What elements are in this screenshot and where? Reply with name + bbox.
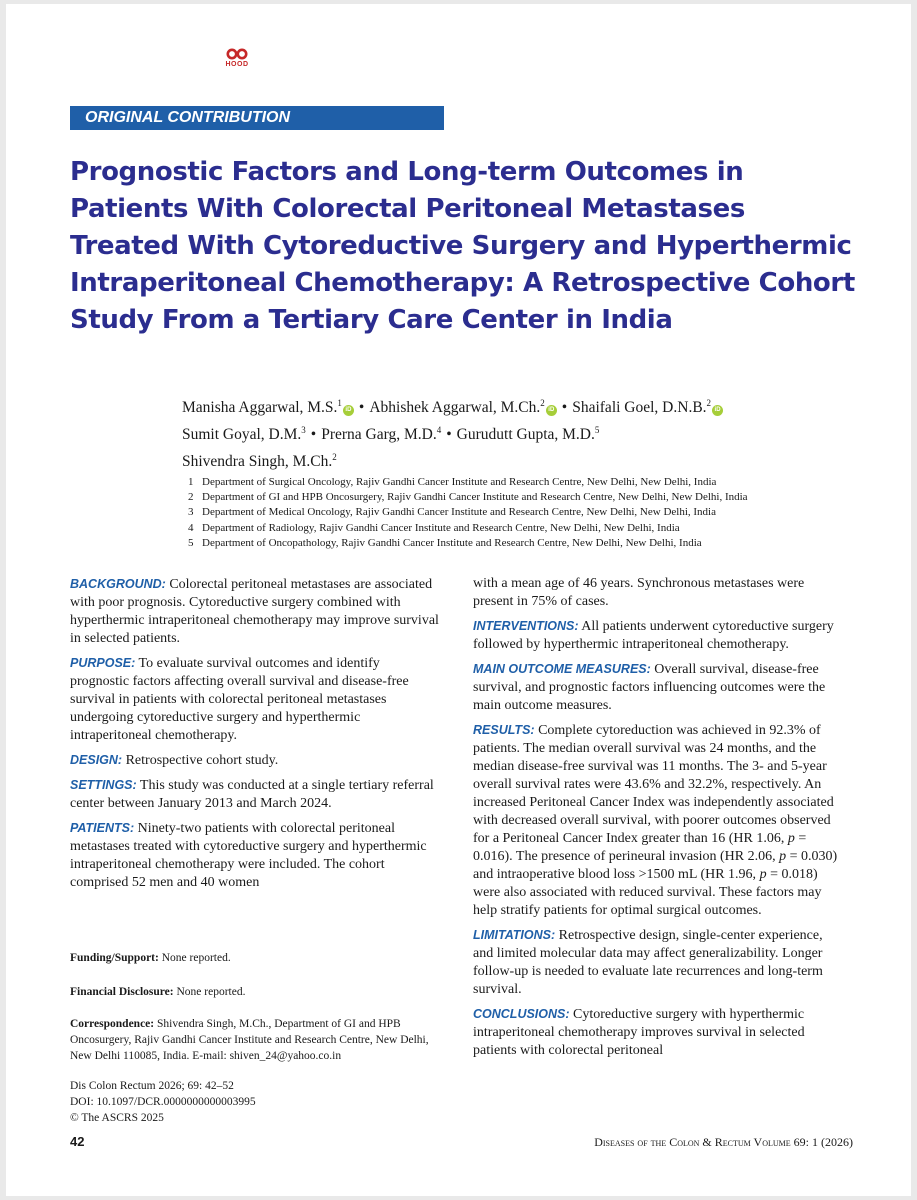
abstract-purpose: PURPOSE: To evaluate survival outcomes and identify prognostic factors affecting overall survival and disease-free survival in patients with colorectal peritoneal metastases undergoing cytoreductive surgery and hyperthermic intraperitoneal chemotherapy. [70,656,409,743]
author-5: Prerna Garg, M.D.$^4$ [321,425,442,444]
abstract-results: RESULTS: Complete cytoreduction was achieved in 92.3% of patients. The median overall survival was 24 months, and the median disease-free survival was 11 months. The 3- and 5-year overall survival rates were 43.6% and 32.2%, respectively. An increased Peritoneal Cancer Index was independently associated with decreased overall survival, with poorer outcomes observed for a Peritoneal Cancer Index greater than 16 (HR 1.06, p = 0.016). The presence of perineural invasion (HR 2.06, p = 0.030) and intraoperative blood loss >1500 mL (HR 1.96, p = 0.018) were also associated with reduced survival. These factors may help stratify patients for optimal surgical outcomes. [473,723,838,918]
author-2: Abhishek Aggarwal, M.Ch.$^2$iD [369,399,556,416]
section-banner: ORIGINAL CONTRIBUTION [70,106,444,130]
article-title: Prognostic Factors and Long-term Outcomes in Patients With Colorectal Peritoneal Metastases Treated With Cytoreductive Surgery and Hyperthermic Intraperitoneal Chemotherapy: A Retrospective Cohort Study From a Tertiary Care Center in India [70,157,855,335]
disclosure-note: Financial Disclosure: None reported. [70,986,246,998]
author-3: Shaifali Goel, D.N.B.$^2$iD [572,399,723,416]
author-6: Gurudutt Gupta, M.D.$^5$ [456,425,600,444]
abstract-settings: SETTINGS: This study was conducted at a single tertiary referral center between January 2013 and March 2024. [70,778,434,811]
abstract-column-right [473,575,843,1066]
citation: Dis Colon Rectum 2026; 69: 42–52 [70,1080,234,1092]
author-list: Manisha Aggarwal, M.S.$^1$iD • Abhishek Aggarwal, M.Ch.$^2$iD • Shaifali Goel, D.N.B.$^2$iD Sumit Goyal, D.M.$^3$ • Prerna Garg, M.D.$^4$ • Gurudutt Gupta, M.D.$^5$ Shivendra Singh, M.Ch.$^2$ [182,392,882,473]
orcid-icon[interactable]: iD [712,405,723,416]
affiliation-item: 5 Department of Oncopathology, Rajiv Gandhi Cancer Institute and Research Centre, New Delhi, New Delhi, India [188,536,702,549]
abstract-outcomes: MAIN OUTCOME MEASURES: Overall survival, disease-free survival, and prognostic factors influencing outcomes were the main outcome measures. [473,662,826,713]
abstract-conclusions: CONCLUSIONS: Cytoreductive surgery with hyperthermic intraperitoneal chemotherapy improves survival in selected patients with colorectal peritoneal [473,1007,805,1058]
orcid-icon[interactable]: iD [546,405,557,416]
journal-footer: Diseases of the Colon & Rectum Volume 69: 1 (2026) [594,1135,853,1149]
doi-link[interactable]: DOI: 10.1097/DCR.0000000000003995 [70,1096,256,1108]
funding-note: Funding/Support: None reported. [70,952,231,964]
abstract-interventions: INTERVENTIONS: All patients underwent cytoreductive surgery followed by hyperthermic intraperitoneal chemotherapy. [473,619,834,652]
abstract-background: BACKGROUND: Colorectal peritoneal metastases are associated with poor prognosis. Cytoreductive surgery combined with hyperthermic intraperitoneal chemotherapy may improve survival in selected patients. [70,577,439,646]
page-number: 42 [70,1134,85,1149]
logo-text: HOOD [225,61,249,68]
abstract-limitations: LIMITATIONS: Retrospective design, single-center experience, and limited molecular data may affect generalizability. Longer follow-up is needed to evaluate late recurrences and long-term survival. [473,928,823,997]
correspondence-note: Correspondence: Shivendra Singh, M.Ch., Department of GI and HPB Oncosurgery, Rajiv Gandhi Cancer Institute and Research Centre, New Delhi, New Delhi 110085, India. E-mail: shiven_24@yahoo.co.in [70,1018,429,1062]
orcid-icon[interactable]: iD [343,405,354,416]
affiliation-list [188,475,888,551]
affiliation-item: 4 Department of Radiology, Rajiv Gandhi Cancer Institute and Research Centre, New Delhi, New Delhi, India [188,521,680,534]
publisher-logo [222,48,252,68]
abstract-column-left [70,575,440,898]
abstract-patients-continued: with a mean age of 46 years. Synchronous metastases were present in 75% of cases. [473,576,805,609]
affiliation-item: 2 Department of GI and HPB Oncosurgery, Rajiv Gandhi Cancer Institute and Research Centre, New Delhi, New Delhi, India [188,491,748,504]
author-1: Manisha Aggarwal, M.S.$^1$iD [182,399,354,416]
author-7: Shivendra Singh, M.Ch.$^2$ [182,452,337,471]
infinity-logo-icon [226,48,248,60]
copyright: © The ASCRS 2025 [70,1112,164,1124]
citation-block [70,1078,450,1126]
affiliation-item: 1 Department of Surgical Oncology, Rajiv Gandhi Cancer Institute and Research Centre, New Delhi, New Delhi, India [188,476,717,488]
abstract-design: DESIGN: Retrospective cohort study. [70,753,279,768]
author-4: Sumit Goyal, D.M.$^3$ [182,425,306,444]
article-page [6,4,911,1196]
affiliation-item: 3 Department of Medical Oncology, Rajiv Gandhi Cancer Institute and Research Centre, New Delhi, New Delhi, India [188,506,716,519]
abstract-patients: PATIENTS: Ninety-two patients with colorectal peritoneal metastases treated with cytoreductive surgery and hyperthermic intraperitoneal chemotherapy were included. The cohort comprised 52 men and 40 women [70,821,427,890]
